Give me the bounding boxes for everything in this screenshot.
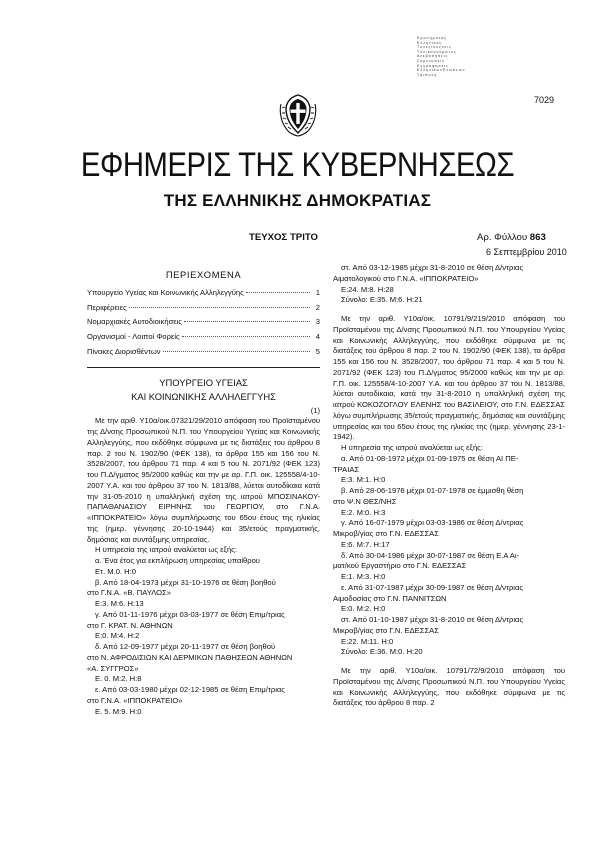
side-note-line: Σ η μ ε ι ω σ ε ι ς bbox=[417, 58, 444, 63]
text-line: Ε:3. Μ:6. Η:13 bbox=[95, 599, 144, 609]
side-note-line: Ε λ λ η ν ι κ ω ν Ε ν ω σ ε ω ν bbox=[417, 68, 465, 73]
text-line: ματ/κού Εργαστήριο στο Γ.Ν. ΕΔΕΣΣΑΣ bbox=[333, 561, 467, 571]
page-number: 7029 bbox=[534, 95, 555, 105]
toc-item bbox=[87, 317, 320, 332]
side-note-line: Ε γ γ ρ α φ η σ ε ι ς bbox=[417, 63, 448, 68]
text-line: Ε:1. Μ:3. Η:0 bbox=[341, 572, 386, 581]
text-line: α. Από 01-08-1972 μέχρι 01-09-1975 σε θέση ΑΙ ΠΕ- bbox=[341, 453, 519, 463]
toc-item bbox=[87, 288, 320, 303]
side-note-line: Α ν ε β α σ η σ ε ι ς bbox=[417, 54, 448, 59]
decision-paragraph-2: Με την αριθ. Υ10α/οικ. 10791/9/219/2010 απόφαση του Προϊσταμένου της Δ/νσης Προσωπικού Ν.Π. του Υπουργείου Υγείας και Κοινωνικής Αλληλεγγύης, που εκδόθηκε σύμφωνα με τις διατάξεις του άρθρου 8 παρ. 2 του Ν. 1902/90 (ΦΕΚ 138), τα άρθρα 155 και 156 του Ν. 3528/2007, του άρθρου 71 παρ. 4 και 5 του Ν. 2071/92 (ΦΕΚ 123) του Π.Δ/γματος 95/2000 καθώς και την με αρ. Γ.Π. οικ. 125558/4-10-2007 Υ.Α. και του άρθρου 37 του Ν. 1813/88, λύεται αυτοδίκαια, κατά την 31-8-2010 η υπαλληλική σχέση της ιατρού ΚΟΚΟΖΟΓΛΟΥ ΕΛΕΝΗΣ του ΒΑΣΙΛΕΙΟΥ, στο Γ.Ν. ΕΔΕΣΣΑΣ λόγω συμπλήρωσης 35/ετούς πραγματικής, δημόσιας και συντάξιμης υπηρεσίας και του 65ου έτους της ηλικίας της (ημερ. γέννησης 23-1-1942). bbox=[333, 314, 565, 442]
text-line: ε. Από 31-07-1987 μέχρι 30-09-1987 σε θέση Δ/ντριας bbox=[341, 582, 524, 592]
text-line: στο Γ.Ν.Α. «Β. ΠΑΥΛΟΣ» bbox=[87, 588, 171, 598]
toc-item bbox=[87, 303, 320, 318]
issue-label bbox=[477, 232, 546, 243]
side-note-line: Τ ο ν ε ς ι ο υ ς ν ε ι ς bbox=[417, 45, 451, 50]
text-line: δ. Από 12-09-1977 μέχρι 20-11-1977 σε θέση βοηθού bbox=[95, 642, 276, 652]
text-line: Ε:0. Μ:4. Η:2 bbox=[95, 631, 140, 641]
gazette-title: ΕΦΗΜΕΡΙΣ ΤΗΣ ΚΥΒΕΡΝΗΣΕΩΣ bbox=[80, 146, 515, 184]
toc-dot-leader bbox=[184, 321, 310, 322]
text-line: Ε. 5. Μ:9. Η:0 bbox=[95, 706, 142, 716]
ministry-heading-line1: ΥΠΟΥΡΓΕΙΟ ΥΓΕΙΑΣ bbox=[159, 376, 248, 388]
toc-dot-leader bbox=[129, 307, 310, 308]
paragraph-number: (1) bbox=[310, 405, 320, 415]
text-line: γ. Από 16-07-1979 μέχρι 03-03-1986 σε θέση Δ/ντριας bbox=[341, 518, 524, 528]
decision-paragraph: Με την αριθ. Υ10α/οικ.07321/29/2010 απόφαση του Προϊσταμένου της Δ/νσης Προσωπικού Ν.Π. του Υπουργείου Υγείας και Κοινωνικής Αλληλεγγύης, που εκδόθηκε σύμφωνα με τις διατάξεις του άρθρου 8 παρ. 2 του Ν. 1902/90 (ΦΕΚ 138), τα άρθρα 155 και 156 του Ν. 3528/2007, του άρθρου 71 παρ. 4 και 5 του Ν. 2071/92 (ΦΕΚ 123) του Π.Δ/γματος 95/2000 καθώς και την με αρ. Γ.Π. οικ. 125558/4-10-2007 Υ.Α. και του άρθρου 37 του Ν. 1813/88, λύεται αυτοδίκαια κατά την 31-05-2010 η υπαλληλική σχέση της ιατρού ΜΠΟΣΙΝΑΚΟΥ-ΠΑΠΑΘΑΝΑΣΙΟΥ ΕΙΡΗΝΗΣ του ΓΕΩΡΓΙΟΥ, στο Γ.Ν.Α. «ΙΠΠΟΚΡΑΤΕΙΟ» λόγω συμπλήρωσης του 65ου έτους της ηλικίας της (ημερ. γέννησης 20-10-1944) και 35/ετούς πραγματικής, δημόσιας και συντάξιμης υπηρεσίας. bbox=[87, 416, 320, 544]
ministry-heading bbox=[87, 376, 320, 404]
gazette-subtitle: ΤΗΣ ΕΛΛΗΝΙΚΗΣ ΔΗΜΟΚΡΑΤΙΑΣ bbox=[163, 191, 432, 210]
text-line: Ε:22. Μ:11. Η:0 bbox=[341, 636, 394, 646]
text-line: Η υπηρεσία της ιατρού αναλύεται ως εξής: bbox=[95, 545, 237, 555]
toc-page: 2 bbox=[315, 302, 320, 312]
toc-label: Οργανισμοί - Λοιποί Φορείς bbox=[87, 332, 180, 342]
text-line: Η υπηρεσία της ιατρού αναλύεται ως εξής: bbox=[341, 443, 483, 452]
text-line: Ε:2. Μ:0. Η:3 bbox=[341, 507, 386, 517]
toc-label: Πίνακες Διορισθέντων bbox=[87, 346, 161, 356]
service-breakdown-continued bbox=[333, 263, 565, 306]
text-line: Σύνολο: Ε:36. Μ:0. Η:20 bbox=[341, 647, 423, 657]
service-breakdown bbox=[87, 545, 320, 717]
text-line: Μικροβ/γίας στο Γ.Ν. ΕΔΕΣΣΑΣ bbox=[333, 625, 439, 635]
text-line: Ε:24. Μ:8. Η:28 bbox=[341, 284, 394, 294]
table-of-contents bbox=[87, 288, 320, 362]
toc-label: Νομαρχιακές Αυτοδιοικήσεις bbox=[87, 317, 182, 327]
issue-date: 6 Σεπτεμβρίου 2010 bbox=[486, 247, 567, 257]
side-note-line: Ε λ λ η ν ι κ ο ς bbox=[417, 40, 442, 45]
side-note bbox=[417, 36, 487, 77]
text-line: στο Γ.Ν.Α. «ΙΠΠΟΚΡΑΤΕΙΟ» bbox=[87, 695, 183, 705]
text-line: Μικροβ/γίας στο Γ.Ν. ΕΔΕΣΣΑΣ bbox=[333, 529, 439, 538]
text-line: στ. Από 01-10-1987 μέχρι 31-8-2010 σε θέση Δ/ντριας bbox=[341, 615, 524, 624]
side-note-line: Τ ο ν ι κ ο ο ν ο μ α τ ο ς bbox=[417, 49, 456, 54]
right-column bbox=[333, 263, 565, 709]
toc-page: 3 bbox=[315, 317, 320, 327]
toc-label: Υπουργείο Υγείας και Κοινωνικής Αλληλεγγύης bbox=[87, 287, 244, 297]
text-line: στο Γ. ΚΡΑΤ. Ν. ΑΘΗΝΩΝ bbox=[87, 620, 173, 630]
text-line: β. Από 18-04-1973 μέχρι 31-10-1976 σε θέση βοηθού bbox=[95, 577, 276, 587]
text-line: Αιματολογικού στο Γ.Ν.Α. «ΙΠΠΟΚΡΑΤΕΙΟ» bbox=[333, 273, 479, 283]
decision-paragraph-3: Με την αριθ. Υ10α/οικ. 10791/72/9/2010 απόφαση του Προϊσταμένου της Δ/νσης Προσωπικού Ν.Π. του Υπουργείου Υγείας και Κοινωνικής Αλληλεγγύης, που εκδόθηκε σύμφωνα με τις διατάξεις του άρθρου 8 παρ. 2 bbox=[333, 666, 565, 708]
text-line: ε. Από 03-03-1980 μέχρι 02-12-1985 σε θέση Επιμ/τριας bbox=[95, 685, 285, 695]
text-line: δ. Από 30-04-1986 μέχρι 30-07-1987 σε θέση Ε.Α Αι- bbox=[341, 550, 520, 560]
series-label: ΤΕΥΧΟΣ ΤΡΙΤΟ bbox=[249, 232, 319, 243]
toc-dot-leader bbox=[246, 292, 310, 293]
toc-page: 5 bbox=[315, 346, 320, 356]
side-note-line: Ε ρ ω τ η μ α τ α ς bbox=[417, 36, 447, 40]
text-line: στο Ν. ΑΦΡΟΔΙΣΙΩΝ ΚΑΙ ΔΕΡΜΙΚΩΝ ΠΑΘΗΣΕΩΝ ΑΘΗΝΩΝ bbox=[87, 652, 293, 662]
text-line: Σύνολο: Ε:35. Μ:6. Η:21 bbox=[341, 295, 423, 305]
text-line: Αιμοδοσίας στο Γ.Ν. ΠΑΝΝΙΤΣΩΝ bbox=[333, 593, 447, 603]
text-line: Ε:3. Μ:1. Η:0 bbox=[341, 475, 386, 485]
text-line: Ε:6. Μ:7. Η:17 bbox=[341, 539, 390, 549]
text-line: στ. Από 03-12-1985 μέχρι 31-8-2010 σε θέση Δ/ντριας bbox=[341, 263, 524, 272]
service-breakdown-2 bbox=[333, 443, 565, 658]
text-line: ΤΡΑΙΑΣ bbox=[333, 464, 360, 474]
toc-dot-leader bbox=[182, 336, 310, 337]
text-line: γ. Από 01-11-1976 μέχρι 03-03-1977 σε θέση Επιμ/τριας bbox=[95, 609, 285, 619]
text-line: «Α. ΣΥΓΓΡΟΣ» bbox=[87, 663, 139, 673]
toc-label: Περιφέρειες bbox=[87, 302, 127, 312]
contents-title: ΠΕΡΙΕΧΟΜΕΝΑ bbox=[165, 269, 242, 280]
text-line: στο Ψ.Ν ΘΕΣ/ΝΗΣ bbox=[333, 496, 397, 506]
toc-page: 1 bbox=[315, 287, 320, 297]
text-line: Ετ. Μ.0. Η:0 bbox=[95, 566, 136, 576]
toc-dot-leader bbox=[163, 351, 310, 352]
toc-page: 4 bbox=[315, 332, 320, 342]
coat-of-arms-icon bbox=[277, 92, 319, 138]
divider bbox=[87, 367, 320, 368]
issue-label-text: Αρ. Φύλλου bbox=[477, 232, 530, 243]
left-column bbox=[87, 270, 320, 717]
text-line: α. Ένα έτος για εκπλήρωση υπηρεσίας υπαίθρου bbox=[95, 556, 260, 566]
text-line: Ε. 0. Μ:2. Η:8 bbox=[95, 674, 142, 684]
side-note-line: Τ ρ ι π ο λ η bbox=[417, 72, 437, 77]
text-line: β. Από 28-06-1976 μέχρι 01-07-1978 σε έμμισθη θέση bbox=[341, 486, 524, 495]
text-line: Ε:0. Μ:2. Η:0 bbox=[341, 604, 386, 614]
issue-number: 863 bbox=[529, 232, 546, 243]
ministry-heading-line2: ΚΑΙ ΚΟΙΝΩΝΙΚΗΣ ΑΛΛΗΛΕΓΓΥΗΣ bbox=[131, 390, 276, 402]
toc-item bbox=[87, 332, 320, 347]
toc-item bbox=[87, 347, 320, 362]
